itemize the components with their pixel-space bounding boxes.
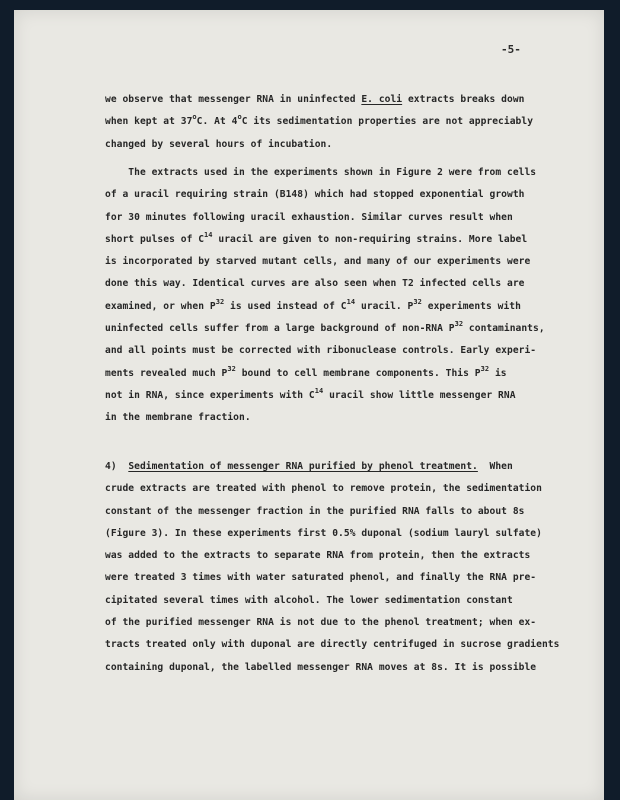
paragraph-2 [105, 162, 575, 430]
text-line: in the membrane fraction. [105, 412, 251, 424]
text-line [105, 89, 575, 111]
isotope-superscript: 14 [346, 297, 356, 306]
text-run: experiments with [421, 300, 521, 312]
text-line: was added to the extracts to separate RNA from protein, then the extracts [105, 550, 531, 562]
isotope-superscript: 32 [227, 364, 236, 373]
text-line: cipitated several times with alcohol. The lower sedimentation constant [105, 594, 513, 606]
text-run: uracil are given to non-requiring strains. More label [212, 233, 528, 245]
text-line: The extracts used in the experiments shown in Figure 2 were from cells [105, 167, 537, 178]
text-run: uracil. P [355, 300, 414, 312]
page-number: -5- [501, 43, 521, 56]
text-line [105, 318, 575, 340]
text-line: and all points must be corrected with ribonuclease controls. Early experi- [105, 345, 537, 357]
text-line: is incorporated by starved mutant cells, and many of our experiments were [105, 256, 531, 268]
organism-name: E. coli [361, 94, 403, 105]
text-run: contaminants, [463, 323, 545, 335]
text-line [105, 363, 575, 385]
text-run: examined, or when P [105, 300, 216, 312]
isotope-superscript: 32 [480, 364, 490, 373]
text-run: uracil show little messenger RNA [323, 389, 516, 401]
text-line: of a uracil requiring strain (B148) which had stopped exponential growth [105, 189, 525, 201]
isotope-superscript: 14 [314, 386, 324, 395]
text-line [105, 296, 575, 318]
degree-sign: o [192, 113, 197, 122]
text-line: constant of the messenger fraction in the purified RNA falls to about 8s [105, 505, 525, 517]
text-line [105, 111, 575, 133]
text-run: not in RNA, since experiments with C [105, 389, 315, 401]
text-line [105, 385, 575, 407]
text-run: ments revealed much P [105, 367, 228, 379]
text-run: short pulses of C [105, 233, 205, 245]
text-line: of the purified messenger RNA is not due to the phenol treatment; when ex- [105, 617, 537, 629]
paragraph-1 [105, 89, 575, 156]
isotope-superscript: 14 [204, 230, 213, 239]
text-run: C its sedimentation properties are not appreciably [241, 116, 534, 128]
text-run: extracts breaks down [402, 94, 525, 105]
text-line: changed by several hours of incubation. [105, 138, 333, 150]
isotope-superscript: 32 [413, 297, 422, 306]
text-run: is used instead of C [224, 300, 347, 312]
text-run: C. At 4 [196, 116, 238, 128]
degree-sign: o [237, 113, 242, 122]
text-run: is [489, 367, 507, 379]
text-run: When [477, 461, 513, 472]
text-line: crude extracts are treated with phenol to remove protein, the sedimentation [105, 483, 542, 495]
section-heading: Sedimentation of messenger RNA purified by phenol treatment. [128, 461, 478, 472]
text-run: when kept at 37 [105, 116, 193, 128]
text-run: uninfected cells suffer from a large background of non-RNA P [105, 323, 455, 335]
isotope-superscript: 32 [215, 297, 225, 306]
text-line [105, 456, 575, 478]
section-number: 4) [105, 461, 129, 472]
text-line [105, 229, 575, 251]
text-line: were treated 3 times with water saturated phenol, and finally the RNA pre- [105, 572, 537, 584]
text-line: for 30 minutes following uracil exhaustion. Similar curves result when [105, 211, 513, 223]
paragraph-3 [105, 456, 575, 679]
text-run: we observe that messenger RNA in uninfected [105, 94, 362, 105]
text-line: containing duponal, the labelled messenger RNA moves at 8s. It is possible [105, 661, 537, 673]
text-line: done this way. Identical curves are also seen when T2 infected cells are [105, 278, 525, 290]
text-line: tracts treated only with duponal are directly centrifuged in sucrose gradients [105, 639, 560, 651]
document-page [14, 10, 604, 800]
isotope-superscript: 32 [454, 320, 464, 329]
text-run: bound to cell membrane components. This P [235, 367, 481, 379]
text-line: (Figure 3). In these experiments first 0.5% duponal (sodium lauryl sulfate) [105, 527, 542, 539]
